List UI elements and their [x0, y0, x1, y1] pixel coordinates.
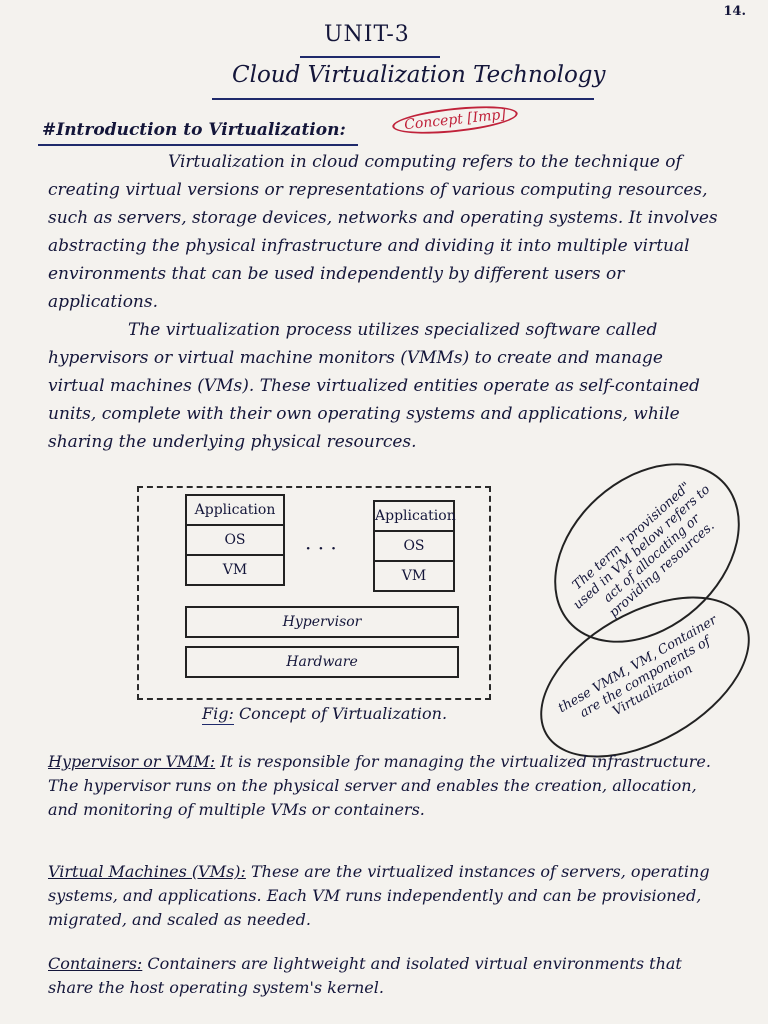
intro-paragraph: Virtualization in cloud computing refers to the technique of creating virtual versions or representations of various computing resources, such as servers, storage devices, networks and operating systems. It involves abstracting the physical infrastructure and dividing it into multiple virtual environments that can be used independently by different users or applications.	[48, 152, 718, 312]
left-vm-stack	[185, 494, 285, 586]
unit-heading: UNIT-3	[324, 22, 410, 47]
left-application-box: Application	[187, 496, 283, 526]
hardware-box: Hardware	[185, 646, 459, 678]
figure-caption-underline	[202, 724, 234, 725]
right-vm-stack	[373, 500, 455, 592]
definition-vms	[48, 860, 728, 932]
definition-term: Containers:	[48, 954, 143, 973]
right-os-box: OS	[375, 532, 453, 562]
page-number: 14.	[723, 4, 746, 19]
definition-text: It is responsible for managing the virtualized infrastructure. The hypervisor runs on the physical server and enables the creation, allocation, and monitoring of multiple VMs or containers.	[48, 752, 711, 819]
title-underline	[212, 98, 594, 100]
hypervisor-box: Hypervisor	[185, 606, 459, 638]
right-application-box: Application	[375, 502, 453, 532]
ellipsis: · · ·	[305, 536, 337, 560]
process-paragraph: The virtualization process utilizes specialized software called hypervisors or virtual machine monitors (VMMs) to create and manage virtual machines (VMs). These virtualized entities operate as self-contained units, complete with their own operating systems and applications, while sharing the underlying physical resources.	[48, 320, 700, 452]
definition-text: These are the virtualized instances of servers, operating systems, and applications. Each VM runs independently and can be provisioned, migrated, and scaled as needed.	[48, 862, 710, 929]
virtualization-diagram	[137, 486, 491, 700]
definition-term: Hypervisor or VMM:	[48, 752, 216, 771]
definition-hypervisor	[48, 750, 728, 822]
right-vm-box: VM	[401, 568, 427, 584]
page-title: Cloud Virtualization Technology	[232, 62, 606, 88]
definition-containers	[48, 952, 728, 1000]
heading-underline	[38, 144, 358, 146]
figure-caption: Fig: Concept of Virtualization.	[202, 704, 448, 723]
unit-underline	[300, 56, 440, 58]
definition-text: Containers are lightweight and isolated virtual environments that share the host operating system's kernel.	[48, 954, 682, 997]
components-note-text: these VMM, VM, Container are the components of Virtualization	[555, 612, 720, 721]
definition-term: Virtual Machines (VMs):	[48, 862, 246, 881]
left-vm-box: VM	[222, 562, 248, 578]
left-os-box: OS	[187, 526, 283, 556]
provisioned-note-text: The term "provisioned" used in VM below refers to act of allocating or providing resources.	[569, 479, 718, 621]
section-heading: #Introduction to Virtualization:	[42, 120, 346, 140]
important-badge: Concept [Imp]	[391, 101, 519, 138]
